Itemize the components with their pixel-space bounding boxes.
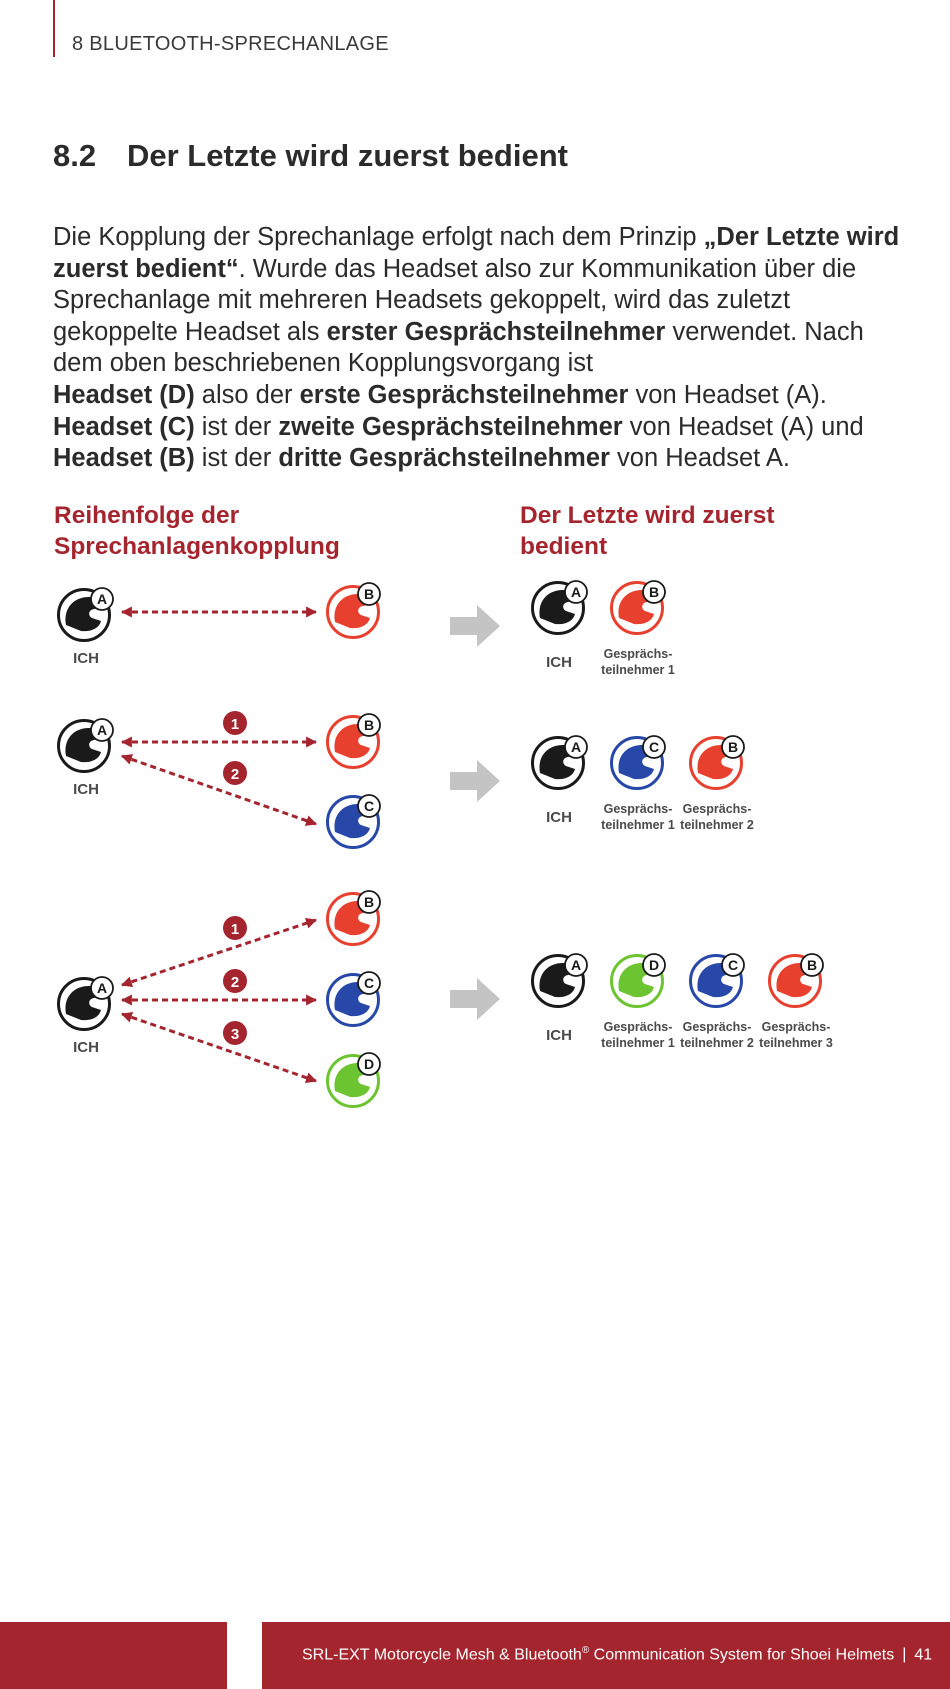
participant-label: Gesprächs- — [603, 1020, 673, 1034]
text-run: ist der — [194, 412, 279, 441]
letter-a: A — [570, 957, 582, 973]
letter-badge-a — [565, 954, 587, 976]
result-arrow-icon — [450, 760, 500, 802]
participant-label: teilnehmer 1 — [601, 818, 675, 832]
letter-badge-a — [91, 719, 113, 741]
text-bold: dritte Gesprächsteilnehmer — [278, 444, 610, 473]
me-label: ICH — [546, 654, 572, 671]
text-run: ist der — [194, 444, 279, 473]
footer-text — [302, 1645, 932, 1664]
letter-badge-c — [722, 954, 744, 976]
letter-badge-b — [358, 583, 380, 605]
letter-badge-a — [91, 588, 113, 610]
letter-b: B — [806, 957, 818, 973]
participant-label: teilnehmer 2 — [680, 818, 754, 832]
letter-badge-b — [801, 954, 823, 976]
left-title-line-2: Sprechanlagenkopplung — [54, 533, 340, 560]
running-header: 8 BLUETOOTH-SPRECHANLAGE — [72, 33, 389, 55]
footer-product: SRL-EXT Motorcycle Mesh & Bluetooth — [302, 1646, 582, 1664]
participant-label: Gesprächs- — [761, 1020, 831, 1034]
letter-b: B — [363, 586, 375, 602]
letter-d: D — [363, 1056, 375, 1072]
letter-b: B — [648, 584, 660, 600]
pair-arrow — [122, 756, 316, 824]
right-title-line-2: bedient — [520, 533, 608, 560]
footer-product-suffix: Communication System for Shoei Helmets — [589, 1646, 895, 1664]
pair-arrow — [122, 1014, 316, 1081]
me-label: ICH — [73, 781, 99, 798]
letter-badge-a — [565, 736, 587, 758]
letter-badge-b — [358, 714, 380, 736]
row3-left — [59, 891, 381, 1107]
row2-left — [59, 711, 381, 848]
text-run: von Headset (A). — [628, 380, 827, 409]
text-bold: erste Gesprächsteilnehmer — [299, 380, 629, 409]
row2-right — [533, 736, 754, 832]
letter-badge-b — [722, 736, 744, 758]
step-badge-3 — [223, 1021, 247, 1045]
me-label: ICH — [546, 1027, 572, 1044]
letter-badge-b — [643, 581, 665, 603]
letter-badge-c — [358, 795, 380, 817]
text-run: von Headset (A) und — [622, 412, 864, 441]
letter-a: A — [96, 591, 108, 607]
letter-badge-b — [358, 891, 380, 913]
letter-c: C — [363, 798, 375, 814]
participant-label: Gesprächs- — [603, 802, 673, 816]
step-badge-1 — [223, 916, 247, 940]
row1-right — [533, 581, 675, 677]
pair-arrow — [122, 920, 316, 985]
text-bold: Headset (C) — [53, 412, 195, 441]
letter-badge-c — [643, 736, 665, 758]
me-label: ICH — [73, 1039, 99, 1056]
participant-label: Gesprächs- — [682, 802, 752, 816]
step-number: 1 — [230, 716, 240, 733]
letter-c: C — [648, 739, 660, 755]
step-badge-2 — [223, 969, 247, 993]
participant-label: teilnehmer 2 — [680, 1036, 754, 1050]
row1-left — [59, 583, 381, 667]
participant-label: teilnehmer 1 — [601, 1036, 675, 1050]
participant-label: Gesprächs- — [682, 1020, 752, 1034]
left-title-line-1: Reihenfolge der — [54, 502, 240, 529]
letter-a: A — [570, 584, 582, 600]
me-label: ICH — [73, 650, 99, 667]
letter-badge-a — [565, 581, 587, 603]
letter-b: B — [363, 717, 375, 733]
letter-c: C — [363, 975, 375, 991]
step-number: 2 — [230, 766, 240, 783]
result-arrow-icon — [450, 605, 500, 647]
text-run: verwendet. Nach dem oben beschriebenen Kopplungsvorgang ist — [53, 317, 864, 378]
letter-badge-c — [358, 972, 380, 994]
row3-right — [533, 954, 833, 1050]
text-bold: Headset (B) — [53, 444, 195, 473]
letter-d: D — [648, 957, 660, 973]
page-number: 41 — [914, 1646, 933, 1664]
step-number: 1 — [230, 921, 240, 938]
participant-label: teilnehmer 1 — [601, 663, 675, 677]
step-number: 3 — [230, 1026, 240, 1043]
letter-a: A — [96, 722, 108, 738]
text-bold: „Der Letzte wird zuerst bedient“ — [53, 223, 900, 283]
text-run: von Headset A. — [609, 444, 790, 473]
right-title-line-1: Der Letzte wird zuerst — [520, 502, 775, 529]
text-bold: erster Gesprächsteilnehmer — [326, 317, 666, 346]
participant-label: teilnehmer 3 — [759, 1036, 833, 1050]
footer-bar-left — [0, 1622, 227, 1689]
letter-b: B — [727, 739, 739, 755]
letter-c: C — [727, 957, 739, 973]
letter-a: A — [570, 739, 582, 755]
text-run: . Wurde das Headset also zur Kommunikation über die Sprechanlage mit mehreren Headsets gekoppelt, wird das zuletzt gekoppelte Headset als — [53, 254, 857, 346]
footer-separator: | — [902, 1646, 907, 1664]
result-arrow-icon — [450, 978, 500, 1020]
section-title-text: Der Letzte wird zuerst bedient — [127, 138, 568, 173]
text-bold: Headset (D) — [53, 380, 195, 409]
step-badge-1 — [223, 711, 247, 735]
text-run: Die Kopplung der Sprechanlage erfolgt nach dem Prinzip — [53, 223, 704, 251]
letter-badge-d — [643, 954, 665, 976]
section-number: 8.2 — [53, 138, 97, 173]
letter-badge-a — [91, 977, 113, 999]
registered-mark: ® — [581, 1645, 590, 1656]
me-label: ICH — [546, 809, 572, 826]
text-bold: zweite Gesprächsteilnehmer — [278, 412, 623, 441]
step-badge-2 — [223, 761, 247, 785]
text-run: also der — [194, 380, 300, 409]
letter-b: B — [363, 894, 375, 910]
participant-label: Gesprächs- — [603, 647, 673, 661]
step-number: 2 — [230, 974, 240, 991]
letter-a: A — [96, 980, 108, 996]
letter-badge-d — [358, 1053, 380, 1075]
